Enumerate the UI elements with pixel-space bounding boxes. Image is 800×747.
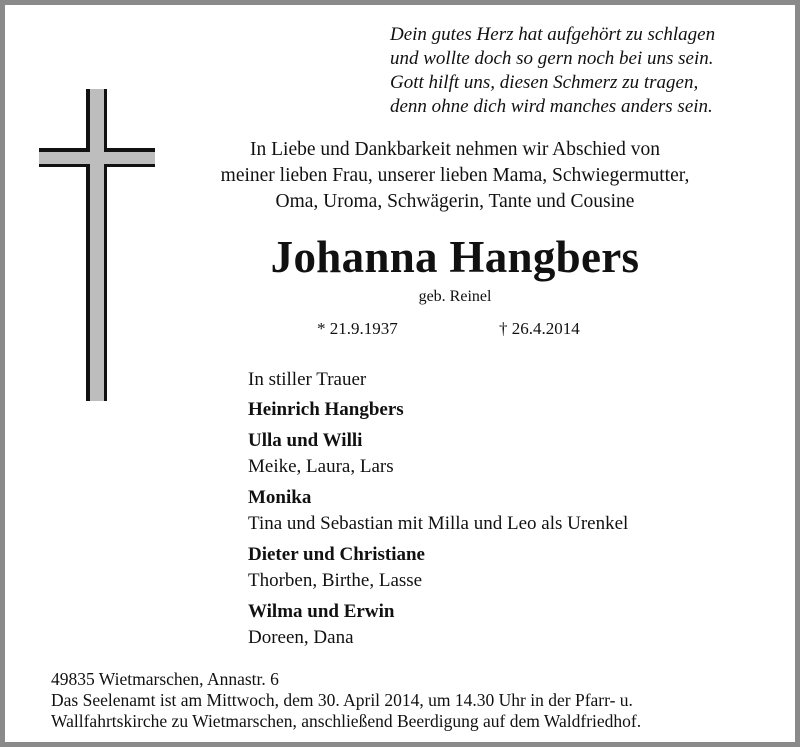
poem-line: Gott hilft uns, diesen Schmerz zu tragen, (390, 72, 699, 93)
intro-text (155, 137, 755, 215)
footer-info (51, 669, 791, 732)
family-head: Dieter und Christiane (248, 544, 425, 565)
family-group (248, 485, 768, 537)
mourners-list (248, 367, 768, 656)
family-group (248, 542, 768, 594)
family-members: Meike, Laura, Lars (248, 456, 394, 477)
family-members: Tina und Sebastian mit Milla und Leo als Urenkel (248, 513, 629, 534)
intro-line: Oma, Uroma, Schwägerin, Tante und Cousine (275, 191, 635, 212)
family-head: Ulla und Willi (248, 430, 363, 451)
cross-icon (39, 89, 155, 401)
death-date: † 26.4.2014 (499, 319, 580, 338)
family-group (248, 599, 768, 651)
address: 49835 Wietmarschen, Annastr. 6 (51, 669, 279, 689)
poem-line: Dein gutes Herz hat aufgehört zu schlagen (390, 24, 716, 45)
intro-line: meiner lieben Frau, unserer lieben Mama, Schwiegermutter, (220, 165, 690, 186)
family-group (248, 397, 768, 423)
mourning-lead: In stiller Trauer (248, 369, 367, 390)
poem-line: und wollte doch so gern noch bei uns sein. (390, 48, 714, 69)
service-info: Das Seelenamt ist am Mittwoch, dem 30. April 2014, um 14.30 Uhr in der Pfarr- u. (51, 690, 633, 710)
maiden-name: geb. Reinel (418, 288, 492, 305)
deceased-name: Johanna Hangbers (270, 232, 640, 282)
poem-line: denn ohne dich wird manches anders sein. (390, 96, 713, 117)
family-head: Wilma und Erwin (248, 601, 395, 622)
birth-date: * 21.9.1937 (317, 319, 398, 338)
family-head: Heinrich Hangbers (248, 399, 404, 420)
family-members: Thorben, Birthe, Lasse (248, 570, 423, 591)
family-group (248, 428, 768, 480)
family-head: Monika (248, 487, 312, 508)
poem (390, 23, 790, 119)
family-members: Doreen, Dana (248, 627, 354, 648)
service-info: Wallfahrtskirche zu Wietmarschen, anschließend Beerdigung auf dem Waldfriedhof. (51, 711, 642, 731)
intro-line: In Liebe und Dankbarkeit nehmen wir Abschied von (250, 139, 660, 160)
